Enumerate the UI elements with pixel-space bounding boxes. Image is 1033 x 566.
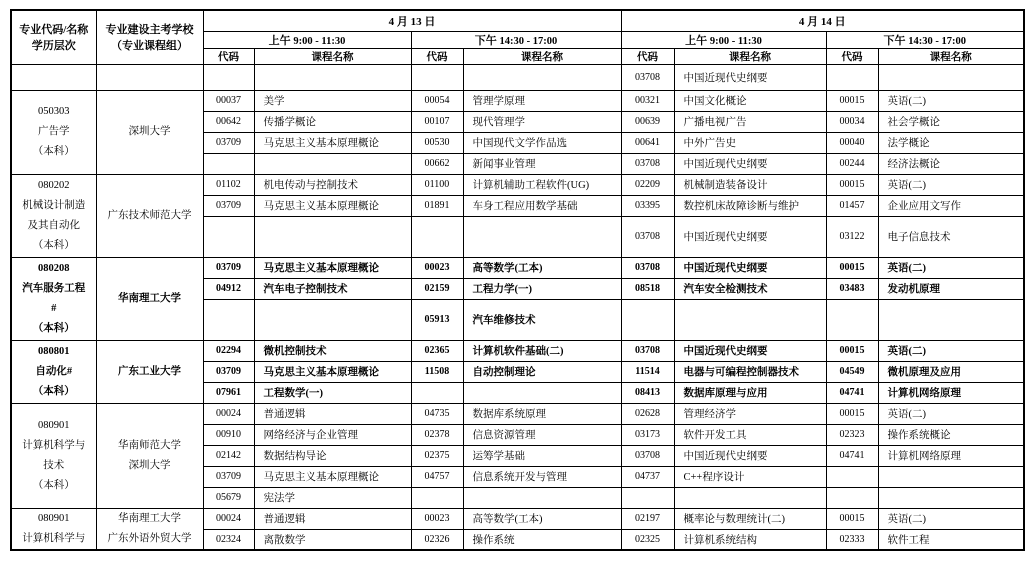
course-name-cell [254, 216, 411, 257]
major-line: 及其自动化 [27, 219, 80, 231]
course-code-cell: 00910 [203, 424, 254, 445]
course-name-cell: 中国近现代史纲要 [674, 340, 826, 361]
course-name-cell: 软件工程 [878, 529, 1024, 550]
course-code-cell [203, 153, 254, 174]
course-code-cell: 03173 [621, 424, 674, 445]
school-line: 华南师范大学 [118, 439, 181, 451]
course-name-cell: 运筹学基础 [463, 445, 621, 466]
course-code-cell: 04912 [203, 278, 254, 299]
course-code-cell: 02365 [411, 340, 463, 361]
course-name-cell [463, 216, 621, 257]
course-code-cell: 03709 [203, 195, 254, 216]
course-code-cell: 04741 [826, 445, 878, 466]
course-name-cell: 自动控制理论 [463, 361, 621, 382]
course-code-cell: 04735 [411, 403, 463, 424]
course-name-cell: 社会学概论 [878, 111, 1024, 132]
course-code-cell [621, 299, 674, 340]
course-name-cell: 现代管理学 [463, 111, 621, 132]
course-name-cell: 高等数学(工本) [463, 508, 621, 529]
course-name-cell: 计算机网络原理 [878, 445, 1024, 466]
course-code-cell: 00244 [826, 153, 878, 174]
course-name-cell: 操作系统 [463, 529, 621, 550]
session-label: 上午 [685, 34, 708, 47]
course-column-header: 课程名称 [674, 48, 826, 64]
course-name-cell: 英语(二) [878, 174, 1024, 195]
course-name-cell: 中国现代文学作品选 [463, 132, 621, 153]
course-code-cell: 00034 [826, 111, 878, 132]
course-code-cell: 00639 [621, 111, 674, 132]
major-line: 080202 [38, 179, 70, 191]
course-code-cell [826, 299, 878, 340]
course-code-cell: 04549 [826, 361, 878, 382]
course-code-cell: 00054 [411, 90, 463, 111]
major-cell [11, 174, 96, 257]
course-code-cell: 05913 [411, 299, 463, 340]
session-time: 9:00 - 11:30 [293, 35, 346, 47]
major-line: （本科） [32, 239, 75, 251]
course-code-cell: 04741 [826, 382, 878, 403]
course-code-cell: 01457 [826, 195, 878, 216]
code-column-header: 代码 [826, 48, 878, 64]
course-name-cell: 马克思主义基本原理概论 [254, 361, 411, 382]
course-code-cell: 00107 [411, 111, 463, 132]
course-name-cell: 普通逻辑 [254, 403, 411, 424]
schedule-row [11, 508, 1024, 529]
course-name-cell: 电子信息技术 [878, 216, 1024, 257]
course-name-cell: 微机原理及应用 [878, 361, 1024, 382]
school-line: 广东外语外贸大学 [107, 532, 192, 544]
course-code-cell: 02628 [621, 403, 674, 424]
major-line: 汽车服务工程 [22, 282, 86, 294]
school-line: 广东技术师范大学 [107, 209, 192, 221]
course-name-cell: 马克思主义基本原理概论 [254, 132, 411, 153]
course-name-cell: C++程序设计 [674, 466, 826, 487]
course-name-cell: 英语(二) [878, 90, 1024, 111]
school-line: 华南理工大学 [118, 512, 181, 524]
course-code-cell [826, 466, 878, 487]
course-code-cell: 00530 [411, 132, 463, 153]
major-column-header [11, 10, 96, 64]
session-label: 下午 [883, 34, 906, 47]
school-line: 深圳大学 [128, 126, 171, 137]
major-line: （本科） [32, 479, 75, 491]
course-code-cell: 00015 [826, 257, 878, 278]
course-name-cell: 电器与可编程控制器技术 [674, 361, 826, 382]
major-column-header-line1: 专业代码/名称 [19, 24, 89, 37]
course-code-cell: 03395 [621, 195, 674, 216]
course-name-cell: 车身工程应用数学基础 [463, 195, 621, 216]
schedule-row [11, 403, 1024, 424]
course-name-cell: 微机控制技术 [254, 340, 411, 361]
course-name-cell: 中国近现代史纲要 [674, 216, 826, 257]
course-code-cell [411, 382, 463, 403]
course-name-cell: 计算机软件基础(二) [463, 340, 621, 361]
course-name-cell: 工程数学(一) [254, 382, 411, 403]
course-code-cell: 00040 [826, 132, 878, 153]
major-line: 广告学 [38, 126, 70, 137]
course-name-cell: 数据库系统原理 [463, 403, 621, 424]
course-name-cell: 离散数学 [254, 529, 411, 550]
course-code-cell: 00023 [411, 257, 463, 278]
course-code-cell [621, 487, 674, 508]
course-code-cell [411, 64, 463, 90]
major-column-header-line2: 学历层次 [31, 40, 76, 53]
session-label: 下午 [474, 34, 497, 47]
course-code-cell: 02324 [203, 529, 254, 550]
course-name-cell: 英语(二) [878, 403, 1024, 424]
course-code-cell: 03708 [621, 216, 674, 257]
session-header-apr14-am [621, 31, 826, 48]
major-line: 080208 [38, 262, 70, 274]
course-code-cell: 00015 [826, 403, 878, 424]
course-name-cell: 宪法学 [254, 487, 411, 508]
course-code-cell [203, 64, 254, 90]
schedule-row [11, 257, 1024, 278]
course-name-cell: 管理经济学 [674, 403, 826, 424]
school-line: 深圳大学 [128, 459, 171, 471]
session-label: 上午 [268, 34, 291, 47]
course-column-header: 课程名称 [254, 48, 411, 64]
course-name-cell: 广播电视广告 [674, 111, 826, 132]
course-name-cell [254, 64, 411, 90]
school-cell [96, 508, 203, 550]
course-code-cell [203, 299, 254, 340]
course-code-cell: 02323 [826, 424, 878, 445]
course-code-cell: 00015 [826, 508, 878, 529]
schedule-row [11, 174, 1024, 195]
course-name-cell: 机电传动与控制技术 [254, 174, 411, 195]
course-code-cell: 02333 [826, 529, 878, 550]
course-name-cell: 汽车安全检测技术 [674, 278, 826, 299]
major-cell [11, 403, 96, 508]
course-name-cell: 中国文化概论 [674, 90, 826, 111]
session-time: 14:30 - 17:00 [908, 35, 966, 47]
course-column-header: 课程名称 [463, 48, 621, 64]
schedule-row [11, 64, 1024, 90]
school-column-header-line1: 专业建设主考学校 [105, 24, 194, 37]
course-name-cell: 汽车电子控制技术 [254, 278, 411, 299]
course-name-cell [878, 466, 1024, 487]
course-name-cell: 管理学原理 [463, 90, 621, 111]
major-cell [11, 64, 96, 90]
course-name-cell: 网络经济与企业管理 [254, 424, 411, 445]
school-column-header-line2: （专业课程组） [111, 40, 188, 53]
session-time: 9:00 - 11:30 [709, 35, 762, 47]
course-code-cell: 03708 [621, 257, 674, 278]
session-header-apr14-pm [826, 31, 1024, 48]
course-name-cell: 新闻事业管理 [463, 153, 621, 174]
course-name-cell: 法学概论 [878, 132, 1024, 153]
course-name-cell: 数控机床故障诊断与维护 [674, 195, 826, 216]
course-code-cell: 00024 [203, 508, 254, 529]
course-code-cell: 02209 [621, 174, 674, 195]
course-code-cell: 02142 [203, 445, 254, 466]
session-time: 14:30 - 17:00 [499, 35, 558, 47]
course-code-cell: 03709 [203, 466, 254, 487]
course-name-cell: 数据库原理与应用 [674, 382, 826, 403]
course-name-cell: 数据结构导论 [254, 445, 411, 466]
major-line: 080901 [38, 419, 70, 431]
course-name-cell: 计算机系统结构 [674, 529, 826, 550]
course-name-cell: 汽车维修技术 [463, 299, 621, 340]
course-code-cell: 01100 [411, 174, 463, 195]
course-name-cell [674, 299, 826, 340]
course-name-cell [254, 153, 411, 174]
course-code-cell: 03708 [621, 153, 674, 174]
course-code-cell: 03483 [826, 278, 878, 299]
course-code-cell: 00037 [203, 90, 254, 111]
course-name-cell: 工程力学(一) [463, 278, 621, 299]
date-header-row [11, 10, 1024, 31]
exam-schedule-table [10, 9, 1025, 551]
date-header-apr14: 4 月 14 日 [621, 10, 1024, 31]
code-column-header: 代码 [621, 48, 674, 64]
course-code-cell: 03709 [203, 132, 254, 153]
course-code-cell: 02197 [621, 508, 674, 529]
school-column-header [96, 10, 203, 64]
course-name-cell: 信息系统开发与管理 [463, 466, 621, 487]
course-code-cell [411, 487, 463, 508]
course-name-cell [463, 382, 621, 403]
course-code-cell: 01102 [203, 174, 254, 195]
school-cell [96, 90, 203, 174]
course-name-cell: 中国近现代史纲要 [674, 153, 826, 174]
course-code-cell: 03709 [203, 257, 254, 278]
major-cell [11, 90, 96, 174]
course-name-cell: 信息资源管理 [463, 424, 621, 445]
course-name-cell: 机械制造装备设计 [674, 174, 826, 195]
course-name-cell: 经济法概论 [878, 153, 1024, 174]
major-line: （本科） [32, 385, 75, 397]
course-name-cell: 中外广告史 [674, 132, 826, 153]
major-line: 机械设计制造 [22, 199, 86, 211]
course-name-cell [878, 299, 1024, 340]
course-code-cell: 03708 [621, 64, 674, 90]
course-name-cell [254, 299, 411, 340]
course-name-cell: 美学 [254, 90, 411, 111]
session-header-apr13-pm [411, 31, 621, 48]
major-line: 080901 [38, 512, 70, 524]
major-cell [11, 257, 96, 340]
date-header-apr13: 4 月 13 日 [203, 10, 621, 31]
course-code-cell: 08518 [621, 278, 674, 299]
session-header-apr13-am [203, 31, 411, 48]
course-code-cell [411, 216, 463, 257]
course-code-cell: 02159 [411, 278, 463, 299]
school-cell [96, 257, 203, 340]
course-code-cell: 00023 [411, 508, 463, 529]
course-code-cell: 03709 [203, 361, 254, 382]
code-column-header: 代码 [411, 48, 463, 64]
course-name-cell: 概率论与数理统计(二) [674, 508, 826, 529]
course-name-cell: 发动机原理 [878, 278, 1024, 299]
major-line: 技术 [43, 459, 65, 471]
course-name-cell [674, 487, 826, 508]
course-code-cell: 08413 [621, 382, 674, 403]
course-code-cell [826, 64, 878, 90]
major-line: 计算机科学与 [22, 532, 86, 544]
course-name-cell: 计算机网络原理 [878, 382, 1024, 403]
course-name-cell: 软件开发工具 [674, 424, 826, 445]
major-cell [11, 508, 96, 550]
school-cell [96, 340, 203, 403]
course-code-cell: 02375 [411, 445, 463, 466]
course-code-cell: 02378 [411, 424, 463, 445]
course-name-cell: 计算机辅助工程软件(UG) [463, 174, 621, 195]
major-cell [11, 340, 96, 403]
course-code-cell: 11508 [411, 361, 463, 382]
school-cell [96, 403, 203, 508]
course-name-cell: 英语(二) [878, 257, 1024, 278]
course-code-cell: 04737 [621, 466, 674, 487]
course-code-cell: 11514 [621, 361, 674, 382]
code-column-header: 代码 [203, 48, 254, 64]
course-name-cell: 高等数学(工本) [463, 257, 621, 278]
course-code-cell: 02325 [621, 529, 674, 550]
course-name-cell: 中国近现代史纲要 [674, 257, 826, 278]
course-code-cell: 00024 [203, 403, 254, 424]
course-name-cell: 中国近现代史纲要 [674, 64, 826, 90]
major-line: 自动化# [35, 365, 73, 377]
major-line: 080801 [38, 345, 70, 357]
course-code-cell: 00641 [621, 132, 674, 153]
major-line: 050303 [38, 106, 70, 117]
course-name-cell: 传播学概论 [254, 111, 411, 132]
course-code-cell: 03122 [826, 216, 878, 257]
course-name-cell [878, 487, 1024, 508]
major-line: （本科） [32, 322, 75, 334]
course-code-cell: 00015 [826, 340, 878, 361]
course-code-cell: 02326 [411, 529, 463, 550]
course-code-cell: 00015 [826, 174, 878, 195]
course-name-cell [463, 64, 621, 90]
course-code-cell: 00015 [826, 90, 878, 111]
major-line: （本科） [32, 146, 75, 157]
course-code-cell: 00321 [621, 90, 674, 111]
course-name-cell: 马克思主义基本原理概论 [254, 466, 411, 487]
schedule-body [11, 64, 1024, 550]
course-name-cell: 英语(二) [878, 340, 1024, 361]
school-line: 广东工业大学 [118, 365, 181, 377]
course-column-header: 课程名称 [878, 48, 1024, 64]
course-name-cell: 马克思主义基本原理概论 [254, 257, 411, 278]
major-line: 计算机科学与 [22, 439, 86, 451]
course-code-cell: 04757 [411, 466, 463, 487]
school-cell [96, 64, 203, 90]
schedule-row [11, 90, 1024, 111]
course-code-cell: 03708 [621, 340, 674, 361]
course-name-cell [463, 487, 621, 508]
course-name-cell: 英语(二) [878, 508, 1024, 529]
course-code-cell: 07961 [203, 382, 254, 403]
course-name-cell: 马克思主义基本原理概论 [254, 195, 411, 216]
course-code-cell [826, 487, 878, 508]
course-name-cell: 企业应用文写作 [878, 195, 1024, 216]
course-code-cell: 03708 [621, 445, 674, 466]
course-name-cell: 普通逻辑 [254, 508, 411, 529]
course-code-cell: 00642 [203, 111, 254, 132]
school-line: 华南理工大学 [118, 292, 181, 304]
course-code-cell: 00662 [411, 153, 463, 174]
course-code-cell: 02294 [203, 340, 254, 361]
course-code-cell [203, 216, 254, 257]
course-name-cell: 中国近现代史纲要 [674, 445, 826, 466]
schedule-row [11, 340, 1024, 361]
major-line: # [51, 302, 57, 314]
course-name-cell [878, 64, 1024, 90]
course-code-cell: 01891 [411, 195, 463, 216]
course-code-cell: 05679 [203, 487, 254, 508]
school-cell [96, 174, 203, 257]
course-name-cell: 操作系统概论 [878, 424, 1024, 445]
